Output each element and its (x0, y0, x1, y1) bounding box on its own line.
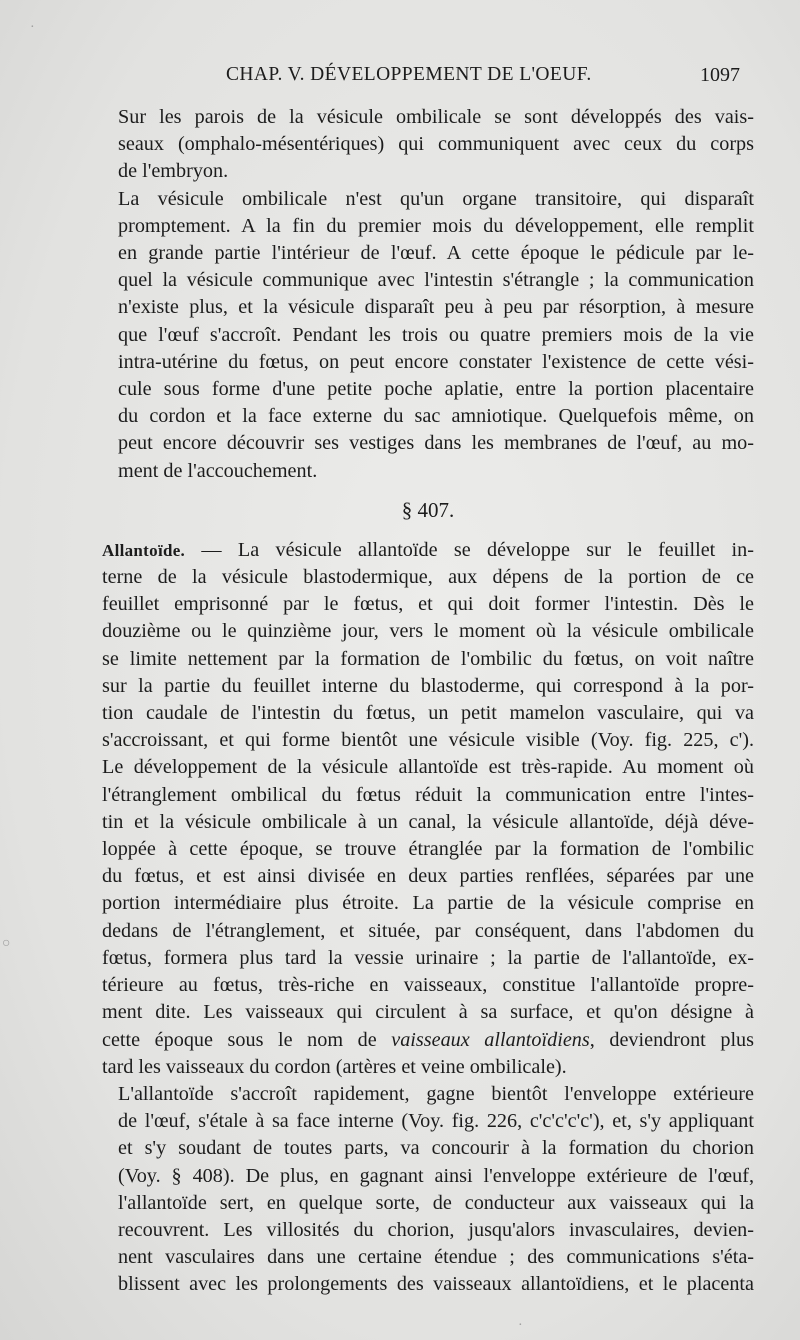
text-line (102, 537, 754, 564)
text-line: l'étranglement ombilical du fœtus réduit la communication entre l'intes- (102, 783, 754, 806)
body-text (102, 104, 754, 1299)
scan-speck: · (30, 20, 35, 35)
text-line: L'allantoïde s'accroît rapidement, gagne bientôt l'enveloppe extérieure (118, 1082, 754, 1105)
running-header (0, 64, 800, 104)
text-fragment: — La vésicule allantoïde se développe sur le feuillet in- (185, 538, 754, 561)
text-line: tin et la vésicule ombilicale à un canal, la vésicule allantoïde, déjà déve- (102, 810, 754, 833)
text-fragment: , deviendront plus (589, 1028, 755, 1051)
paragraph-1 (102, 104, 754, 186)
text-line: ment dite. Les vaisseaux qui circulent à sa surface, et qu'on désigne à (102, 1001, 754, 1024)
scan-ring-mark: ○ (2, 936, 11, 951)
text-line: Sur les parois de la vésicule ombilicale se sont développés des vais- (118, 106, 754, 128)
text-fragment: cette époque sous le nom de (102, 1028, 392, 1051)
paragraph-2 (102, 186, 754, 485)
text-line: tard les vaisseaux du cordon (artères et veine ombilicale). (102, 1055, 567, 1078)
text-line: recouvrent. Les villosités du chorion, jusqu'alors invasculaires, devien- (118, 1218, 754, 1241)
text-line: et s'y soudant de toutes parts, va concourir à la formation du chorion (118, 1137, 754, 1160)
text-line: douzième ou le quinzième jour, vers le moment où la vésicule ombilicale (102, 620, 754, 643)
text-line: de l'embryon. (118, 160, 229, 183)
text-line: tion caudale de l'intestin du fœtus, un petit mamelon vasculaire, qui va (102, 702, 754, 725)
text-line: promptement. A la fin du premier mois du développement, elle remplit (118, 214, 754, 237)
text-line: ment de l'accouchement. (118, 459, 318, 482)
text-line: en grande partie l'intérieur de l'œuf. A cette époque le pédicule par le- (118, 242, 754, 265)
text-line: La vésicule ombilicale n'est qu'un organe transitoire, qui disparaît (118, 187, 754, 210)
text-line: s'accroissant, et qui forme bientôt une vésicule visible (Voy. fig. 225, c'). (102, 729, 754, 752)
text-line: n'existe plus, et la vésicule disparaît peu à peu par résorption, à mesure (118, 296, 754, 319)
text-line: sur la partie du feuillet interne du blastoderme, qui correspond à la por- (102, 674, 754, 697)
text-line: loppée à cette époque, se trouve étranglée par la formation de l'ombilic (102, 838, 754, 861)
text-line: (Voy. § 408). De plus, en gagnant ainsi l'enveloppe extérieure de l'œuf, (118, 1164, 754, 1187)
text-line: peut encore découvrir ses vestiges dans les membranes de l'œuf, au mo- (118, 432, 754, 455)
text-line: terne de la vésicule blastodermique, aux dépens de la portion de ce (102, 566, 754, 589)
text-line: seaux (omphalo-mésentériques) qui communiquent avec ceux du corps (118, 133, 754, 156)
chapter-title: CHAP. V. DÉVELOPPEMENT DE L'OEUF. (226, 64, 592, 85)
text-line: nent vasculaires dans une certaine étendue ; des communications s'éta- (118, 1246, 754, 1269)
text-line: feuillet emprisonné par le fœtus, et qui doit former l'intestin. Dès le (102, 593, 754, 616)
text-line: dedans de l'étranglement, et située, par conséquent, dans l'abdomen du (102, 919, 754, 942)
page-number: 1097 (700, 64, 740, 86)
text-line: du fœtus, et est ainsi divisée en deux parties renflées, séparées par une (102, 865, 754, 888)
section-number: § 407. (401, 497, 455, 522)
scan-speck: · (518, 1318, 523, 1333)
paragraph-4 (102, 1081, 754, 1299)
text-line: se limite nettement par la formation de l'ombilic du fœtus, on voit naître (102, 647, 754, 670)
text-line: fœtus, formera plus tard la vessie urinaire ; la partie de l'allantoïde, ex- (102, 946, 754, 969)
text-line: térieure au fœtus, très-riche en vaisseaux, constitue l'allantoïde propre- (102, 974, 754, 997)
text-line: blissent avec les prolongements des vaisseaux allantoïdiens, et le placenta (118, 1273, 754, 1296)
runin-heading: Allantoïde. (102, 540, 186, 560)
text-line: intra-utérine du fœtus, on peut encore constater l'existence de cette vési- (118, 350, 754, 373)
text-line: que l'œuf s'accroît. Pendant les trois ou quatre premiers mois de la vie (118, 323, 754, 346)
text-line: quel la vésicule communique avec l'intestin s'étrangle ; la communication (118, 269, 754, 292)
text-line: l'allantoïde sert, en quelque sorte, de conducteur aux vaisseaux qui la (118, 1191, 754, 1214)
italic-term: vaisseaux allantoïdiens (391, 1028, 590, 1051)
text-line: Le développement de la vésicule allantoïde est très-rapide. Au moment où (102, 756, 754, 779)
text-line: du cordon et la face externe du sac amniotique. Quelquefois même, on (118, 405, 754, 428)
text-line: de l'œuf, s'étale à sa face interne (Voy. fig. 226, c'c'c'c'c'), et, s'y appliquant (118, 1110, 754, 1133)
text-line: portion intermédiaire plus étroite. La partie de la vésicule comprise en (102, 892, 754, 915)
paragraph-3 (102, 537, 754, 1081)
text-line (102, 1027, 754, 1054)
text-line: cule sous forme d'une petite poche aplatie, entre la portion placentaire (118, 378, 754, 401)
